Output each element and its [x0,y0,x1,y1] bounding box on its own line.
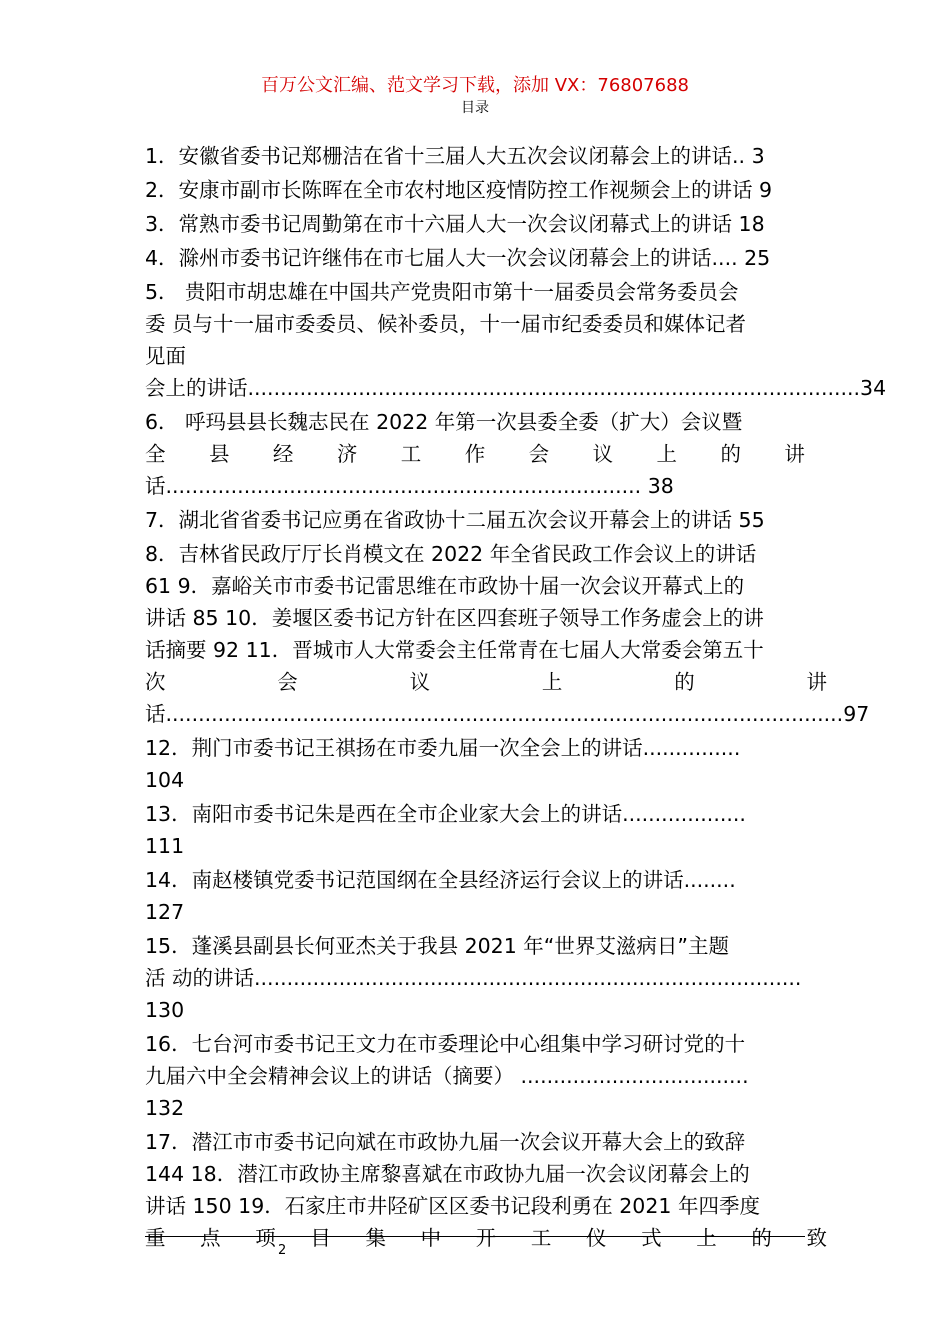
toc-line[interactable]: 12．荆门市委书记王祺扬在市委九届一次全会上的讲话............... [145,736,741,760]
toc-line[interactable]: 九届六中全会精神会议上的讲话（摘要） ................................... [145,1064,749,1088]
toc-line[interactable]: 话......................................................................... 38 [145,474,674,498]
toc-char: 工 [530,1226,552,1250]
table-of-contents [145,140,887,1254]
toc-line[interactable]: 111 [145,834,185,858]
toc-line[interactable]: 话摘要 92 11．晋城市人大常委会主任常青在七届人大常委会第五十 [145,638,764,662]
toc-line[interactable]: 讲话 85 10．姜堰区委书记方针在区四套班子领导工作务虚会上的讲 [145,606,764,630]
toc-line[interactable]: 2．安康市副市长陈晖在全市农村地区疫情防控工作视频会上的讲话 9 [145,178,773,202]
toc-line[interactable]: 132 [145,1096,185,1120]
toc-char: 工 [400,442,422,466]
toc-char: 议 [409,670,431,694]
toc-char: 式 [641,1226,662,1250]
toc-char: 讲 [784,442,805,466]
footer-rule [145,1236,805,1237]
toc-line[interactable]: 5． 贵阳市胡忠雄在中国共产党贵阳市第十一届委员会常务委员会 [145,280,739,304]
toc-char: 上 [541,670,563,694]
toc-char: 集 [365,1226,386,1250]
toc-line-justified[interactable] [145,666,827,698]
toc-line[interactable]: 61 9．嘉峪关市市委书记雷思维在市政协十届一次会议开幕式上的 [145,574,745,598]
toc-line[interactable]: 127 [145,900,185,924]
toc-char: 作 [464,442,486,466]
toc-char: 上 [656,442,677,466]
toc-line[interactable]: 13．南阳市委书记朱是西在全市企业家大会上的讲话................... [145,802,746,826]
toc-line[interactable]: 15．蓬溪县副县长何亚杰关于我县 2021 年“世界艾滋病日”主题 [145,934,730,958]
toc-char: 经 [272,442,294,466]
toc-char: 点 [200,1226,221,1250]
toc-line[interactable]: 会上的讲话..............................................................................................34 [145,376,887,400]
toc-line[interactable]: 17．潜江市市委书记向斌在市政协九届一次会议开幕大会上的致辞 [145,1130,746,1154]
toc-line[interactable]: 4．滁州市委书记许继伟在市七届人大一次会议闭幕会上的讲话.... 25 [145,246,771,270]
toc-line[interactable]: 1．安徽省委书记郑栅洁在省十三届人大五次会议闭幕会上的讲话.. 3 [145,144,765,168]
toc-line[interactable]: 见面 [145,344,186,368]
toc-char: 中 [420,1226,442,1250]
toc-line[interactable]: 活 动的讲话.................................................................................... [145,966,802,990]
toc-line[interactable]: 144 18．潜江市政协主席黎喜斌在市政协九届一次会议闭幕会上的 [145,1162,750,1186]
toc-char: 重 [145,1226,166,1250]
toc-line[interactable]: 6． 呼玛县县长魏志民在 2022 年第一次县委全委（扩大）会议暨 [145,410,743,434]
toc-line[interactable]: 16．七台河市委书记王文力在市委理论中心组集中学习研讨党的十 [145,1032,746,1056]
toc-char: 议 [592,442,614,466]
toc-char: 目 [310,1226,331,1250]
toc-line[interactable]: 委 员与十一届市委委员、候补委员，十一届市纪委委员和媒体记者 [145,312,747,336]
toc-line[interactable]: 104 [145,768,185,792]
toc-line-justified[interactable] [145,1222,827,1254]
toc-line[interactable]: 3．常熟市委书记周勤第在市十六届人大一次会议闭幕式上的讲话 18 [145,212,765,236]
toc-line[interactable]: 14．南赵楼镇党委书记范国纲在全县经济运行会议上的讲话........ [145,868,736,892]
header-banner: 百万公文汇编、范文学习下载，添加 VX：76807688 [261,75,689,96]
toc-char: 次 [145,670,166,694]
toc-line[interactable]: 7．湖北省省委书记应勇在省政协十二届五次会议开幕会上的讲话 55 [145,508,765,532]
toc-char: 的 [720,442,741,466]
toc-char: 上 [696,1226,717,1250]
page-number: 2 [278,1243,287,1258]
toc-char: 讲 [806,670,827,694]
toc-char: 县 [208,442,230,466]
toc-line-justified[interactable] [145,438,805,470]
toc-line[interactable]: 讲话 150 19．石家庄市井陉矿区区委书记段利勇在 2021 年四季度 [145,1194,760,1218]
toc-char: 会 [528,442,550,466]
toc-char: 致 [806,1226,827,1250]
toc-char: 全 [145,442,166,466]
toc-char: 开 [475,1226,497,1250]
toc-char: 济 [336,442,358,466]
toc-char: 的 [674,670,695,694]
toc-line[interactable]: 130 [145,998,185,1022]
toc-line[interactable]: 8．吉林省民政厅厅长肖模文在 2022 年全省民政工作会议上的讲话 [145,542,757,566]
toc-char: 的 [751,1226,772,1250]
toc-title: 目录 [461,100,489,116]
toc-char: 仪 [586,1226,607,1250]
toc-char: 会 [277,670,298,694]
toc-char: 项 [255,1226,276,1250]
toc-line[interactable]: 话........................................................................................................97 [145,702,870,726]
